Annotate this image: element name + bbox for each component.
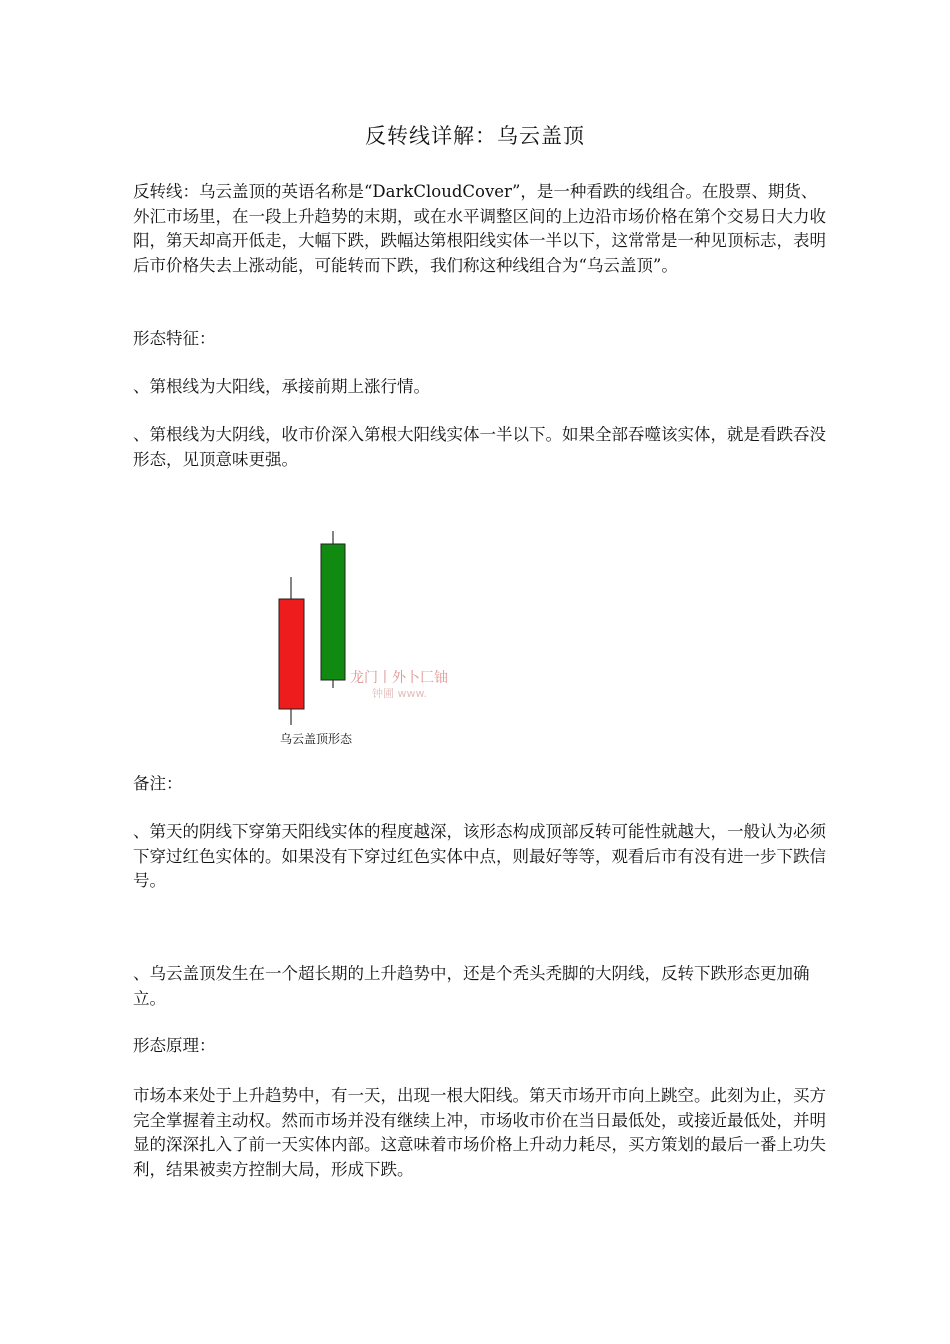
- green-candle-body: [321, 544, 345, 680]
- intro-paragraph: 反转线：乌云盖顶的英语名称是“DarkCloudCover”，是一种看跌的线组合。在股票、期货、外汇市场里，在一段上升趋势的末期，或在水平调整区间的上边沿市场价格在第个交易日大力收阳，第天却高开低走，大幅下跌，跌幅达第根阳线实体一半以下，这常常是一种见顶标志，表明后市价格失去上涨动能，可能转而下跌，我们称这种线组合为“乌云盖顶”。: [133, 182, 826, 275]
- watermark-logo: 龙门丨外卜匚铀: [350, 670, 448, 686]
- principle-heading: 形态原理：: [133, 1036, 216, 1055]
- watermark-url: 钟圃 www.: [372, 687, 427, 700]
- note-item-1: 、第天的阴线下穿第天阳线实体的程度越深，该形态构成顶部反转可能性就越大，一般认为必须下穿过红色实体的。如果没有下穿过红色实体中点，则最好等等，观看后市有没有进一步下跌信号。: [133, 822, 826, 890]
- feature-item-2: 、第根线为大阴线，收市价深入第根大阳线实体一半以下。如果全部吞噬该实体，就是看跌吞没形态，见顶意味更强。: [133, 425, 826, 469]
- page-title: 反转线详解：乌云盖顶: [365, 124, 585, 148]
- feature-item-1: 、第根线为大阳线，承接前期上涨行情。: [133, 377, 430, 396]
- red-candle-body: [279, 599, 304, 709]
- figure-caption: 乌云盖顶形态: [280, 732, 353, 746]
- principle-paragraph: 市场本来处于上升趋势中，有一天，出现一根大阳线。第天市场开市向上跳空。此刻为止，买方完全掌握着主动权。然而市场并没有继续上冲，市场收市价在当日最低处，或接近最低处，并明显的深深扎入了前一天实体内部。这意味着市场价格上升动力耗尽，买方策划的最后一番上功失利，结果被卖方控制大局，形成下跌。: [133, 1086, 826, 1179]
- candlestick-figure: [268, 525, 483, 750]
- notes-heading: 备注：: [133, 774, 183, 793]
- note-item-2: 、乌云盖顶发生在一个超长期的上升趋势中，还是个秃头秃脚的大阴线，反转下跌形态更加确立。: [133, 964, 810, 1008]
- features-heading: 形态特征：: [133, 329, 216, 348]
